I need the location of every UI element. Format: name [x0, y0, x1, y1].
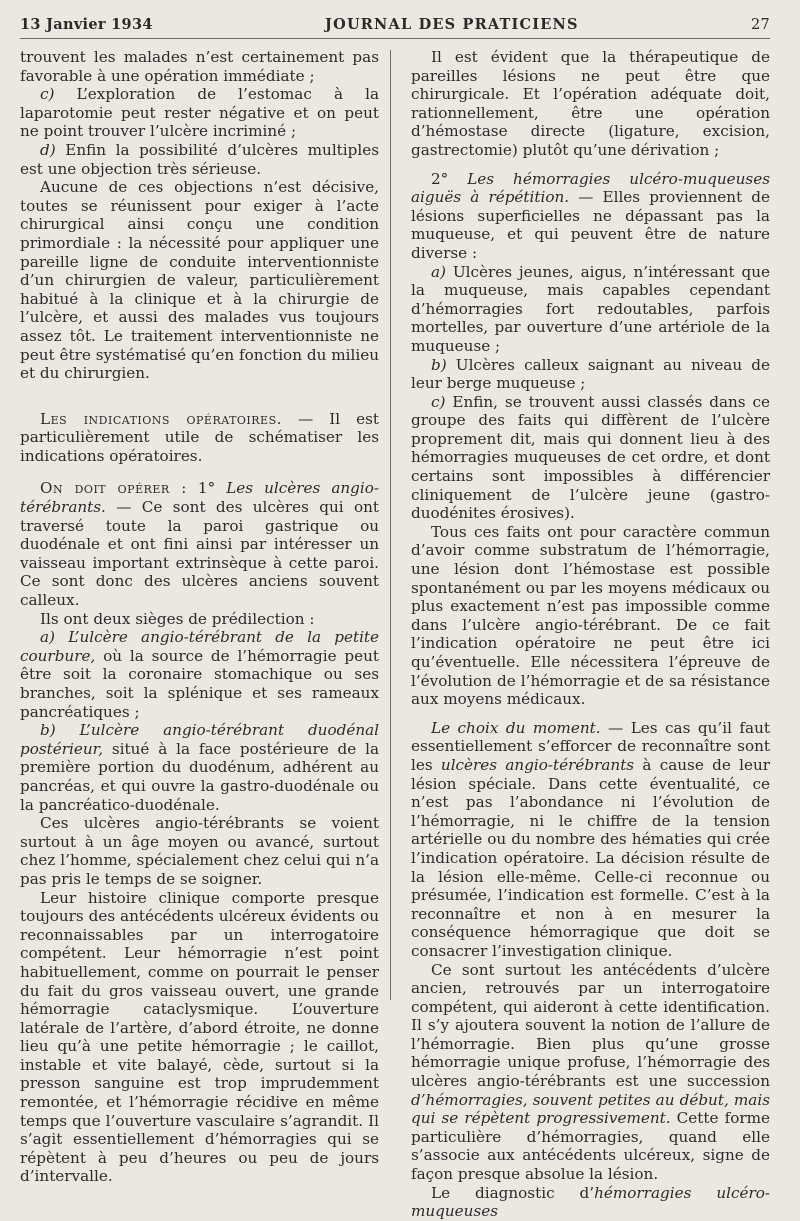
paragraph: Il est évident que la thérapeutique de pareilles lésions ne peut être que chirurgicale. Et l’opération adéquate doit, rationnellement, être une opération d’hémostase directe (ligature, excision, gastrectomie) plutôt qu’une dérivation ; [410, 48, 770, 159]
paragraph-text: Cette forme particulière d’hémorragies, quand elle s’associe aux antécédents ulcéreux, signe de façon presque absolue la lésion. [410, 1109, 770, 1184]
paragraph-text: Ulcères calleux saignant au niveau de leur berge muqueuse ; [410, 355, 770, 393]
paragraph [411, 263, 770, 356]
paragraph [411, 1184, 770, 1221]
paragraph-text: — Il est particulièrement utile de schématiser les indications opératoires. [20, 409, 380, 465]
paragraph [411, 961, 770, 1184]
subsection-title: Le choix du moment. [430, 718, 601, 737]
paragraph: Aucune de ces objections n’est décisive, toutes se réunissent pour exiger à l’acte chirurgical ainsi conçu une condition primordiale : la nécessité pour appliquer une pareille ligne de conduite interventionniste d’un chirurgien de valeur, particulièrement habitué à la clinique et à la chirurgie de l’ulcère, et aussi des malades vus toujours assez tôt. Le traitement interventionniste ne peut être systématisé qu’en fonction du milieu et du chirurgien. [20, 178, 380, 383]
right-column [411, 48, 770, 1221]
list-label: a) [430, 262, 446, 281]
paragraph-text: Ce sont surtout les antécédents d’ulcère ancien, retrouvés par un interrogatoire compétent, qui aideront à cette identification. Il s’y ajoutera souvent la notion de l’allure de l’hémorragie. Bien plus qu’une grosse hémorragie unique profuse, l’hémorragie des ulcères angio-térébrants est une succession [410, 960, 770, 1091]
paragraph-text: L’exploration de l’estomac à la laparotomie peut rester négative et on peut ne point trouver l’ulcère incriminé ; [20, 85, 380, 141]
paragraph: Ces ulcères angio-térébrants se voient surtout à un âge moyen ou avancé, surtout chez l’homme, spécialement chez celui qui n’a pas pris le temps de se soigner. [20, 814, 380, 888]
text-columns [20, 48, 770, 1221]
subsection-title: Les hémorragies ulcéro-muqueuses aiguës à répétition. [410, 169, 770, 207]
page-number: 27 [750, 17, 770, 33]
subsection-title: Les ulcères angio-térébrants. [20, 479, 380, 517]
section-heading-paragraph [411, 170, 770, 263]
paragraph [20, 628, 379, 721]
emphasis: ulcères angio-térébrants [440, 755, 635, 774]
emphasis: hémorragies ulcéro-muqueuses [410, 1183, 771, 1221]
section-number: 1° [186, 479, 227, 498]
list-label: c) [430, 392, 446, 411]
paragraph-text: Enfin, se trouvent aussi classés dans ce groupe des faits qui diffèrent de l’ulcère proprement dit, mais qui donnent lieu à des hémorragies muqueuses de cet ordre, et dont certains sont impossibles à différencier cliniquement de l’ulcère jeune (gastro-duodénites érosives). [410, 392, 770, 523]
paragraph-text: Ulcères jeunes, aigus, n’intéressant que la muqueuse, mais capables cependant d’hémorragies fort redoutables, parfois mortelles, par ouverture d’une artériole de la muqueuse ; [410, 262, 770, 355]
paragraph-text: à cause de leur lésion spéciale. Dans cette éventualité, ce n’est pas l’abondance ni l’évolution de l’hémorragie, ni le chiffre de la tension artérielle ou du nombre des hématies qui crée l’indication opératoire. La décision résulte de la lésion elle-même. Celle-ci reconnue ou présumée, l’indication est formelle. C’est à la reconnaître et non à en mesurer la conséquence hémorragique que doit se consacrer l’investigation clinique. [410, 755, 770, 960]
section-heading-paragraph [411, 719, 770, 961]
list-label: b) [430, 355, 447, 374]
list-label: a) [40, 628, 55, 647]
issue-date: 13 Janvier 1934 [20, 16, 153, 33]
list-label: d) [40, 140, 56, 159]
section-heading: On doit opérer : [40, 479, 187, 498]
paragraph: Ils ont deux sièges de prédilection : [40, 609, 315, 628]
paragraph [20, 141, 379, 178]
list-label: c) [40, 85, 55, 104]
section-number: 2° [430, 169, 468, 188]
column-divider [390, 50, 391, 1000]
paragraph [411, 393, 770, 523]
paragraph-text: où la source de l’hémorragie peut être soit la coronaire stomachique ou ses branches, soit la splénique et ses rameaux pancréatiques ; [20, 646, 380, 721]
left-column [20, 48, 379, 1221]
paragraph [411, 356, 770, 393]
paragraph [20, 85, 379, 141]
paragraph-text: Le diagnostic d’ [430, 1183, 595, 1202]
subsection-title: L’ulcère angio-térébrant de la petite courbure, [20, 628, 380, 665]
paragraph: Tous ces faits ont pour caractère commun d’avoir comme substratum de l’hémorragie, une lésion dont l’hémostase est possible spontanément ou par les moyens médicaux ou plus exactement n’est pas impossible comme dans l’ulcère angio-térébrant. De ce fait l’indication opératoire ne peut être ici qu’éventuelle. Elle nécessitera l’épreuve de l’évolution de l’hémorragie et de sa résistance aux moyens médicaux. [410, 522, 770, 709]
paragraph-text: — Les cas qu’il faut essentiellement s’efforcer de reconnaître sont les [410, 718, 770, 774]
header-rule [20, 38, 770, 39]
section-heading-paragraph [20, 410, 379, 466]
emphasis: d’hémorragies, souvent petites au début, mais qui se répètent progressivement. [410, 1090, 770, 1128]
section-heading-paragraph [20, 479, 379, 609]
paragraph-text: situé à la face postérieure de la première portion du duodénum, adhérent au pancréas, et qui ouvre la gastro-duodénale ou la pancréatico-duodénale. [20, 739, 380, 814]
paragraph [20, 721, 379, 814]
section-heading: Les indications opératoires. [40, 409, 282, 428]
journal-title: JOURNAL DES PRATICIENS [325, 16, 579, 33]
subsection-title: L’ulcère angio-térébrant duodénal postérieur, [20, 721, 380, 758]
paragraph: trouvent les malades n’est certainement pas favorable à une opération immédiate ; [20, 48, 380, 85]
paragraph: Leur histoire clinique comporte presque toujours des antécédents ulcéreux évidents ou reconnaissables par un interrogatoire compétent. Leur hémorragie n’est point habituellement, comme on pourrait le penser du fait du gros vaisseau ouvert, une grande hémorragie cataclysmique. L’ouverture latérale de l’artère, d’abord étroite, ne donne lieu qu’à une petite hémorragie ; le caillot, instable et vite balayé, cède, surtout si la presson sanguine est trop imprudemment remontée, et l’hémorragie récidive en même temps que l’ouverture vasculaire s’agrandit. Il s’agit essentiellement d’hémorragies qui se répètent à peu d’heures ou peu de jours d’intervalle. [20, 888, 380, 1186]
paragraph-text: Enfin la possibilité d’ulcères multiples est une objection très sérieuse. [20, 140, 380, 178]
paragraph-text: — Ce sont des ulcères qui ont traversé toute la paroi gastrique ou duodénale et ont fini ainsi par intéresser un vaisseau important extrinsèque à cette paroi. Ce sont donc des ulcères anciens souvent calleux. [20, 498, 380, 610]
list-label: b) [40, 721, 56, 740]
paragraph-text: — Elles proviennent de lésions superficielles ne dépassant pas la muqueuse, et qui peuvent être de nature diverse : [410, 188, 770, 262]
